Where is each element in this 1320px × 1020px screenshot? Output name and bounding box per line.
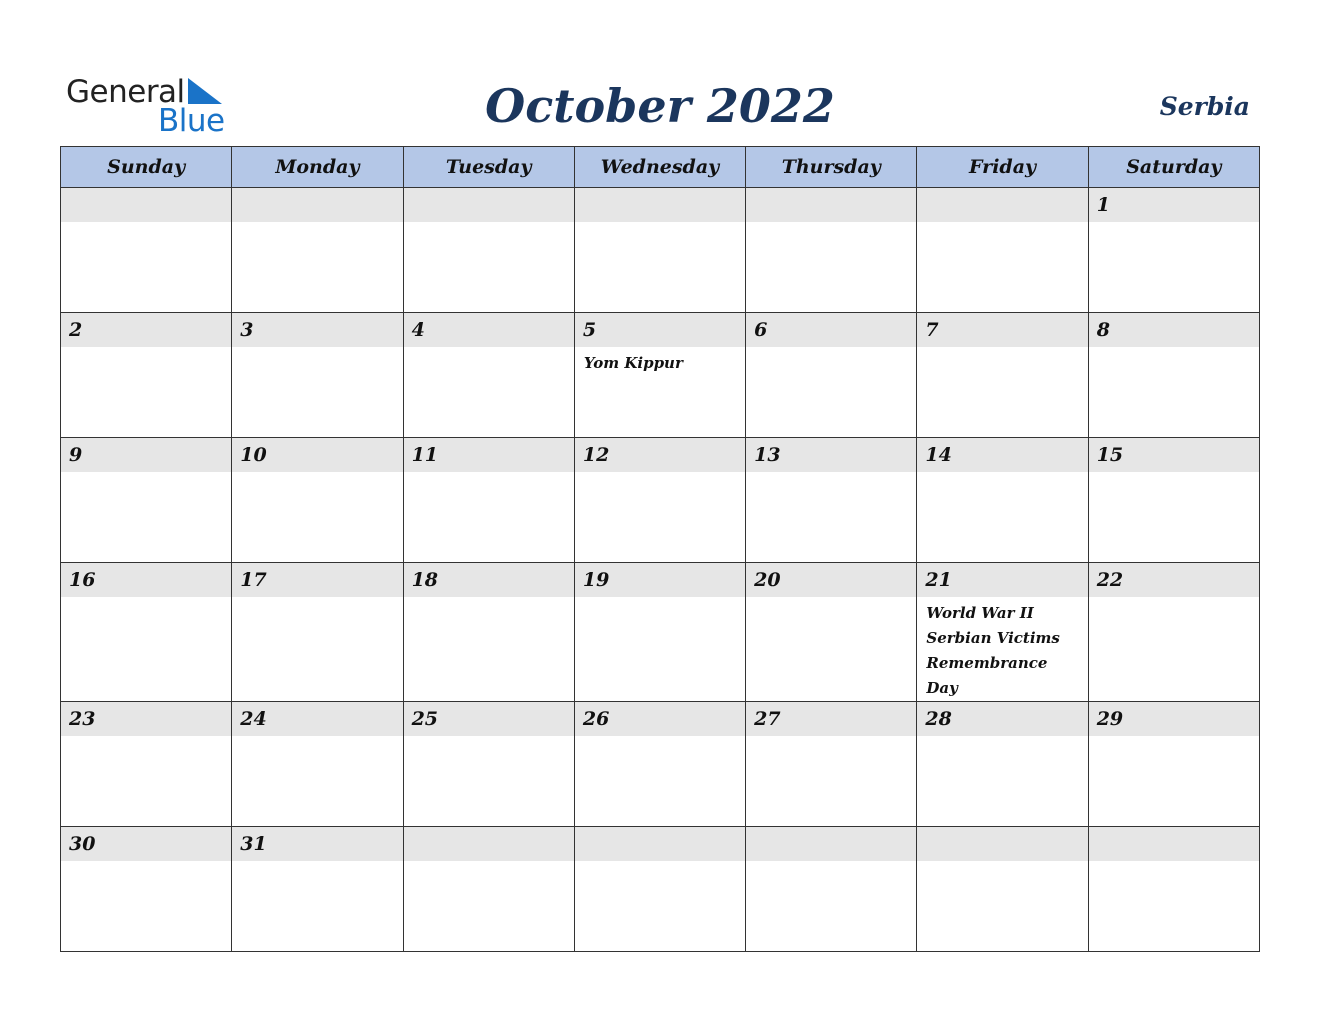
day-cell	[746, 827, 917, 952]
day-number-band	[232, 827, 402, 861]
weekday-header: Thursday	[746, 147, 917, 188]
day-number: 15	[1096, 444, 1124, 466]
day-number-band	[232, 702, 402, 736]
day-number: 18	[411, 569, 439, 591]
day-cell	[746, 313, 917, 438]
day-number: 6	[754, 319, 768, 341]
day-cell	[917, 313, 1088, 438]
generalblue-logo	[66, 74, 236, 138]
day-cell	[1088, 188, 1259, 313]
month-title: October 2022	[485, 79, 835, 133]
day-cell	[1088, 827, 1259, 952]
weekday-header: Wednesday	[574, 147, 745, 188]
day-number: 10	[240, 444, 267, 466]
day-number: 25	[411, 708, 439, 730]
day-cell	[746, 188, 917, 313]
day-number: 7	[925, 319, 939, 341]
day-cell	[232, 438, 403, 563]
calendar-grid	[60, 146, 1260, 952]
day-cell	[403, 188, 574, 313]
week-row	[61, 438, 1260, 563]
day-number-band	[61, 827, 231, 861]
holiday-event-line: Serbian Victims	[926, 629, 1060, 647]
day-number-band	[404, 188, 574, 222]
day-number-band	[1089, 188, 1259, 222]
weekday-header: Sunday	[61, 147, 232, 188]
weekday-header: Tuesday	[403, 147, 574, 188]
day-number: 16	[69, 569, 96, 591]
day-cell	[403, 313, 574, 438]
day-number-band	[575, 827, 745, 861]
day-number-band	[917, 702, 1087, 736]
day-number-band	[61, 188, 231, 222]
day-cell	[746, 702, 917, 827]
day-number: 26	[582, 708, 610, 730]
day-number-band	[575, 438, 745, 472]
day-number: 12	[582, 444, 610, 466]
day-number-band	[1089, 702, 1259, 736]
day-number-band	[1089, 313, 1259, 347]
day-number: 3	[240, 319, 254, 341]
holiday-event	[917, 597, 1087, 701]
day-number: 20	[754, 569, 781, 591]
day-number: 31	[240, 833, 267, 855]
day-number-band	[232, 188, 402, 222]
week-row	[61, 827, 1260, 952]
weekday-header: Friday	[917, 147, 1088, 188]
day-cell	[917, 563, 1088, 702]
blue-triangle-flag-icon	[188, 78, 224, 104]
day-number: 11	[411, 444, 439, 466]
weekday-header: Monday	[232, 147, 403, 188]
day-number-band	[61, 438, 231, 472]
day-cell	[61, 563, 232, 702]
day-number-band	[61, 563, 231, 597]
holiday-event-line: World War II	[926, 604, 1034, 622]
day-number-band	[1089, 438, 1259, 472]
day-cell	[61, 702, 232, 827]
day-number: 24	[240, 708, 267, 730]
day-number-band	[575, 188, 745, 222]
day-cell	[232, 827, 403, 952]
day-number: 27	[754, 708, 781, 730]
day-number-band	[232, 438, 402, 472]
day-cell	[574, 827, 745, 952]
day-number-band	[575, 702, 745, 736]
day-number-band	[1089, 827, 1259, 861]
day-number: 9	[69, 444, 83, 466]
day-number: 23	[69, 708, 96, 730]
day-cell	[403, 563, 574, 702]
day-cell	[574, 313, 745, 438]
day-cell	[746, 438, 917, 563]
day-number-band	[917, 188, 1087, 222]
day-number-band	[575, 313, 745, 347]
day-number-band	[746, 188, 916, 222]
day-cell	[1088, 313, 1259, 438]
day-number-band	[746, 563, 916, 597]
weekday-header: Saturday	[1088, 147, 1259, 188]
day-number-band	[61, 313, 231, 347]
holiday-event	[575, 347, 745, 376]
day-number: 22	[1096, 569, 1124, 591]
day-cell	[232, 702, 403, 827]
day-number-band	[917, 827, 1087, 861]
week-row	[61, 563, 1260, 702]
logo-word-blue: Blue	[158, 103, 225, 139]
day-number: 21	[925, 569, 952, 591]
day-number: 13	[754, 444, 781, 466]
day-number-band	[746, 827, 916, 861]
country-label: Serbia	[1159, 92, 1250, 121]
day-number: 8	[1096, 319, 1110, 341]
day-number-band	[404, 438, 574, 472]
day-number-band	[917, 438, 1087, 472]
day-cell	[1088, 702, 1259, 827]
day-number: 2	[69, 319, 83, 341]
holiday-event-line: Yom Kippur	[583, 354, 683, 372]
calendar-body	[61, 188, 1260, 952]
day-number: 17	[240, 569, 267, 591]
day-number-band	[232, 563, 402, 597]
day-cell	[917, 702, 1088, 827]
day-number-band	[404, 702, 574, 736]
day-number-band	[404, 563, 574, 597]
day-number-band	[917, 313, 1087, 347]
day-cell	[746, 563, 917, 702]
day-cell	[232, 188, 403, 313]
weekday-header-row	[61, 147, 1260, 188]
day-cell	[917, 827, 1088, 952]
day-number: 29	[1096, 708, 1124, 730]
day-number-band	[746, 702, 916, 736]
day-cell	[917, 188, 1088, 313]
day-cell	[403, 438, 574, 563]
holiday-event-line: Remembrance Day	[926, 654, 1048, 697]
day-number: 19	[582, 569, 610, 591]
day-number-band	[404, 313, 574, 347]
day-cell	[61, 313, 232, 438]
week-row	[61, 702, 1260, 827]
week-row	[61, 313, 1260, 438]
day-cell	[574, 563, 745, 702]
day-number-band	[404, 827, 574, 861]
day-number: 28	[925, 708, 952, 730]
day-number: 14	[925, 444, 952, 466]
day-number: 30	[69, 833, 96, 855]
day-cell	[1088, 563, 1259, 702]
day-number: 1	[1096, 194, 1110, 216]
day-number-band	[917, 563, 1087, 597]
day-cell	[61, 438, 232, 563]
day-cell	[574, 702, 745, 827]
day-number-band	[575, 563, 745, 597]
week-row	[61, 188, 1260, 313]
day-cell	[232, 313, 403, 438]
day-number-band	[61, 702, 231, 736]
day-cell	[403, 827, 574, 952]
day-number-band	[746, 313, 916, 347]
day-number-band	[1089, 563, 1259, 597]
day-cell	[61, 188, 232, 313]
day-cell	[574, 188, 745, 313]
day-cell	[917, 438, 1088, 563]
day-cell	[403, 702, 574, 827]
day-number: 5	[582, 319, 597, 341]
logo-word-general: General	[66, 74, 185, 110]
day-number-band	[232, 313, 402, 347]
day-cell	[574, 438, 745, 563]
day-cell	[1088, 438, 1259, 563]
day-number-band	[746, 438, 916, 472]
day-number: 4	[411, 319, 425, 341]
day-cell	[61, 827, 232, 952]
day-cell	[232, 563, 403, 702]
